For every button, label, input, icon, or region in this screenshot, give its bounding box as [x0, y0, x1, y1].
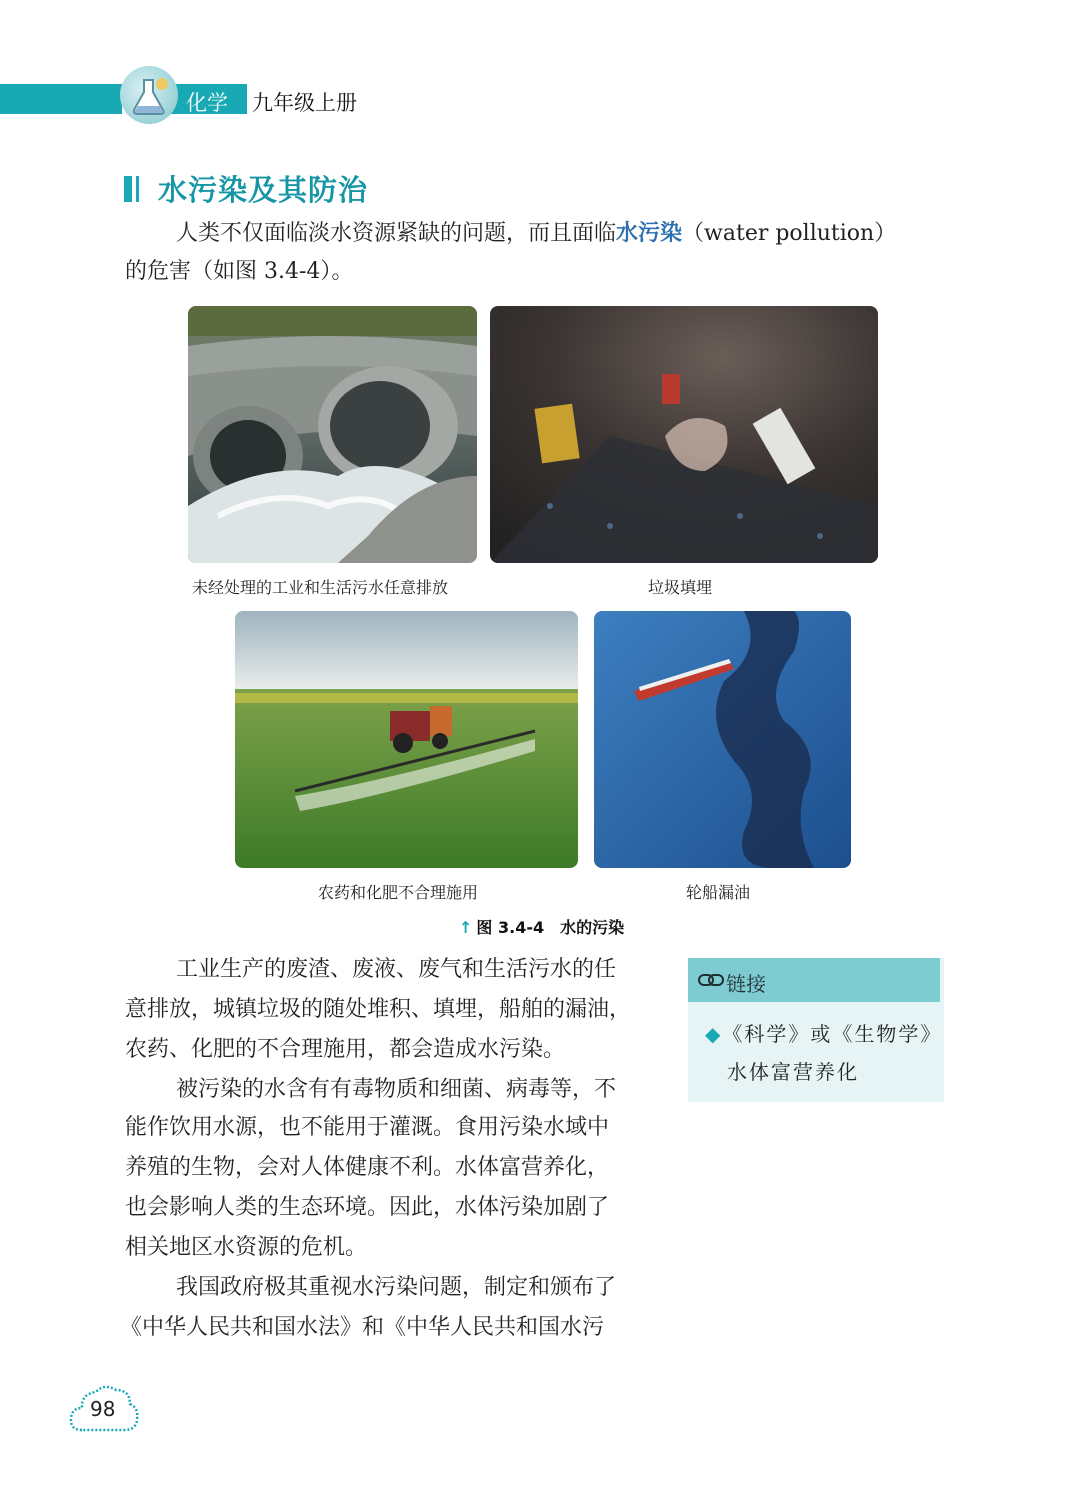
flask-logo-icon	[120, 66, 178, 124]
body-p3-line-2: 《中华人民共和国水法》和《中华人民共和国水污	[120, 1315, 605, 1340]
link-box-line-1	[705, 1018, 942, 1047]
body-p2-line-2: 能作饮用水源，也不能用于灌溉。食用污染水域中	[125, 1115, 610, 1140]
figure-caption-oil-spill: 轮船漏油	[686, 883, 751, 902]
keyword-water-pollution: 水污染	[616, 221, 683, 246]
section-title: 水污染及其防治	[158, 173, 369, 207]
page-number: 98	[90, 1397, 116, 1421]
header-band-left	[0, 84, 122, 114]
section-marker-thin	[136, 176, 139, 202]
intro-english: （water pollution）	[682, 221, 897, 246]
chain-link-icon	[698, 972, 724, 992]
figure-caption-pesticide: 农药和化肥不合理施用	[318, 883, 479, 902]
figure-caption-sewage: 未经处理的工业和生活污水任意排放	[192, 578, 449, 597]
body-p1-line-2: 意排放，城镇垃圾的随处堆积、填埋，船舶的漏油，	[125, 997, 632, 1022]
sewage-pipes-photo	[188, 306, 477, 563]
body-p3-line-1: 我国政府极其重视水污染问题，制定和颁布了	[176, 1275, 617, 1300]
figure-caption-landfill: 垃圾填埋	[648, 578, 713, 597]
header-subject: 化学	[186, 91, 228, 115]
up-arrow-icon: ↑	[459, 918, 473, 937]
diamond-bullet-icon: ◆	[705, 1022, 723, 1046]
body-p2-line-3: 养殖的生物，会对人体健康不利。水体富营养化，	[125, 1155, 610, 1180]
body-p2-line-1: 被污染的水含有有毒物质和细菌、病毒等，不	[176, 1077, 617, 1102]
link-box-subjects: 《科学》或《生物学》	[722, 1022, 943, 1046]
intro-text: 人类不仅面临淡水资源紧缺的问题，而且面临	[176, 221, 617, 246]
body-p1-line-1: 工业生产的废渣、废液、废气和生活污水的任	[176, 957, 617, 982]
ship-oil-spill-photo	[594, 611, 851, 868]
intro-line-1	[176, 214, 966, 253]
pesticide-spraying-photo	[235, 611, 578, 868]
link-box-line-2: 水体富营养化	[727, 1060, 859, 1084]
landfill-photo	[490, 306, 878, 563]
intro-line-2: 的危害（如图 3.4-4）。	[125, 259, 354, 284]
figure-caption-text: 图 3.4-4 水的污染	[476, 918, 625, 937]
body-p1-line-3: 农药、化肥的不合理施用，都会造成水污染。	[125, 1037, 566, 1062]
figure-caption-main	[459, 915, 624, 938]
header-grade: 九年级上册	[252, 91, 357, 115]
section-marker	[124, 176, 132, 202]
body-p2-line-4: 也会影响人类的生态环境。因此，水体污染加剧了	[125, 1195, 610, 1220]
link-box-title: 链接	[726, 972, 766, 996]
body-p2-line-5: 相关地区水资源的危机。	[125, 1235, 368, 1260]
